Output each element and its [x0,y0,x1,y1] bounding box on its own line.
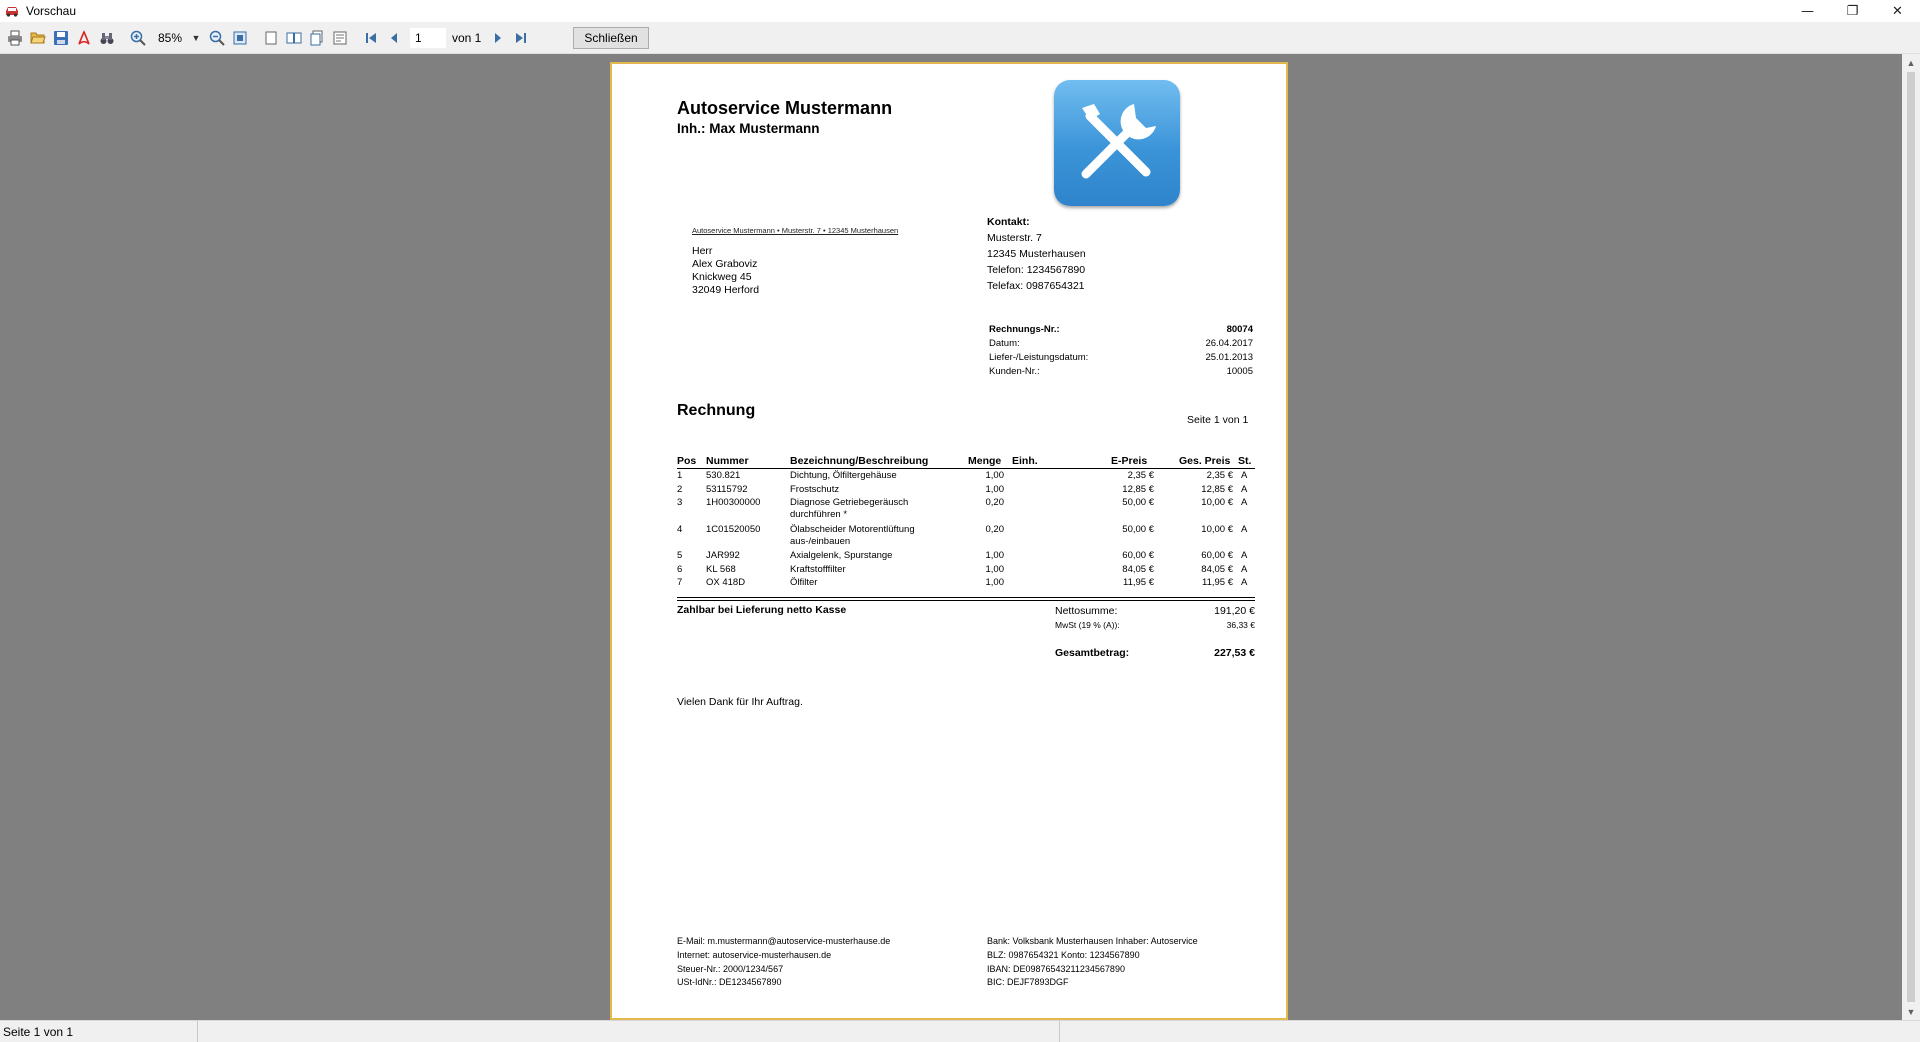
contact-city: 12345 Musterhausen [987,248,1086,260]
item-qty: 1,00 [985,577,1004,588]
status-bar [0,1020,1920,1042]
next-page-button[interactable] [487,27,509,49]
invoice-meta [989,323,1253,379]
single-page-icon [263,30,279,46]
zoom-out-button[interactable] [206,27,228,49]
footer-vat-id: USt-IdNr.: DE1234567890 [677,977,782,988]
last-page-icon [513,30,529,46]
save-button[interactable] [50,27,72,49]
contact-phone: Telefon: 1234567890 [987,264,1086,276]
item-number: JAR992 [706,550,740,561]
recipient-name: Alex Graboviz [692,258,758,270]
zoom-in-button[interactable] [127,27,149,49]
fit-page-button[interactable] [229,27,251,49]
item-total: 10,00 € [1201,497,1233,508]
item-price: 84,05 € [1122,563,1154,575]
vat-row: MwSt (19 % (A)): 36,33 € [1055,620,1255,630]
item-total: 2,35 € [1206,470,1233,481]
print-button[interactable] [4,27,26,49]
footer-tax-number: Steuer-Nr.: 2000/1234/567 [677,963,784,974]
item-desc-continued: aus-/einbauen [790,535,851,547]
recipient-salutation: Herr [692,245,713,257]
col-price: E-Preis [1111,455,1148,467]
table-row [677,496,1255,523]
page-count-label: von 1 [452,30,482,45]
item-qty: 0,20 [985,523,1004,535]
item-number: 530.821 [706,470,741,481]
page-setup-button[interactable] [329,27,351,49]
page-indicator: Seite 1 von 1 [1187,414,1249,426]
previous-page-icon [386,30,402,46]
item-price: 50,00 € [1122,497,1154,508]
contact-block [987,214,1086,294]
item-pos: 2 [677,483,683,495]
printer-icon [7,30,23,46]
net-total: 191,20 € [1214,605,1255,617]
delivery-date: 25.01.2013 [1205,352,1253,363]
car-icon [4,5,20,17]
col-tax: St. [1238,455,1252,467]
gross-total: 227,53 € [1214,647,1255,659]
recipient-city: 32049 Herford [692,284,760,296]
contact-label: Kontakt: [987,216,1030,228]
fit-page-icon [232,30,248,46]
table-bottom-rule [677,597,1255,601]
item-qty: 0,20 [985,497,1004,508]
pdf-export-button[interactable] [73,27,95,49]
col-pos: Pos [677,455,697,467]
item-desc-continued: durchführen * [790,509,848,520]
item-tax: A [1241,563,1248,575]
item-total: 12,85 € [1201,483,1233,495]
item-number: 1H00300000 [706,497,761,508]
status-cell [198,1021,1060,1042]
item-price: 12,85 € [1122,483,1154,495]
col-unit: Einh. [1012,455,1038,467]
footer-email: E-Mail: m.mustermann@autoservice-musterhause.de [677,936,891,946]
item-total: 11,95 € [1202,577,1233,588]
single-page-button[interactable] [260,27,282,49]
invoice-number: 80074 [1226,324,1253,335]
close-window-button[interactable]: ✕ [1892,3,1903,19]
item-pos: 7 [677,577,683,588]
col-qty: Menge [968,455,1002,467]
item-total: 84,05 € [1201,563,1233,575]
col-desc: Bezeichnung/Beschreibung [790,455,929,467]
item-number: 53115792 [706,483,748,495]
company-name: Autoservice Mustermann [677,98,893,118]
table-row [677,576,1255,590]
item-desc: Kraftstofffilter [790,563,846,575]
previous-page-button[interactable] [383,27,405,49]
multi-pages-icon [309,30,325,46]
totals-block [1055,604,1255,660]
item-total: 10,00 € [1201,523,1233,535]
document-title: Rechnung [677,402,756,419]
item-desc: Ölfilter [790,577,818,588]
tools-logo-icon [1054,80,1180,206]
window-controls [1785,0,1920,22]
binoculars-icon [99,30,115,46]
zoom-in-icon [130,30,146,46]
recipient-street: Knickweg 45 [692,271,752,283]
page-number-input[interactable] [410,28,446,48]
item-desc: Frostschutz [790,483,840,495]
item-desc: Axialgelenk, Spurstange [790,550,893,561]
title-bar [0,0,1920,22]
col-total: Ges. Preis [1179,455,1231,467]
footer-iban: IBAN: DE09876543211234567890 [987,963,1125,974]
footer-contact [677,935,890,990]
close-preview-button[interactable]: Schließen [573,27,648,49]
toolbar [0,22,1920,54]
item-qty: 1,00 [985,483,1004,495]
scrollbar-thumb[interactable] [1907,72,1915,1002]
table-row [677,549,1255,563]
last-page-button[interactable] [510,27,532,49]
item-tax: A [1241,550,1248,561]
payment-note: Zahlbar bei Lieferung netto Kasse [677,604,847,616]
restore-button[interactable]: ❐ [1846,3,1859,19]
footer-bank-name: Bank: Volksbank Musterhausen Inhaber: Autoservice [987,936,1198,946]
item-desc: Ölabscheider Motorentlüftung [790,523,915,535]
recipient-address [692,245,759,297]
item-pos: 4 [677,523,683,535]
table-row [677,469,1255,483]
window-title: Vorschau [26,4,77,18]
folder-open-icon [30,30,46,46]
chevron-down-icon: ▼ [191,32,201,43]
customer-number-row: Kunden-Nr.: 10005 [989,366,1253,377]
item-qty: 1,00 [985,563,1004,575]
page-setup-icon [332,30,348,46]
first-page-button[interactable] [360,27,382,49]
item-price: 11,95 € [1123,577,1154,588]
item-price: 60,00 € [1122,550,1154,561]
item-tax: A [1241,470,1248,481]
sender-address-line: Autoservice Mustermann • Musterstr. 7 • 12345 Musterhausen [692,226,899,235]
contact-street: Musterstr. 7 [987,232,1042,244]
floppy-disk-icon [53,30,69,46]
footer-blz: BLZ: 0987654321 Konto: 1234567890 [987,949,1140,960]
footer-bank [987,935,1198,990]
item-number: 1C01520050 [706,523,761,535]
item-total: 60,00 € [1201,550,1233,561]
item-number: KL 568 [706,563,736,575]
item-qty: 1,00 [985,470,1004,481]
two-pages-button[interactable] [283,27,305,49]
vat-amount: 36,33 € [1226,620,1255,630]
status-page-info: Seite 1 von 1 [0,1021,198,1042]
col-number: Nummer [706,455,749,467]
first-page-icon [363,30,379,46]
vertical-scrollbar[interactable] [1902,54,1920,1020]
item-tax: A [1241,497,1248,508]
item-tax: A [1241,577,1248,588]
find-button[interactable] [96,27,118,49]
pdf-icon [76,30,92,46]
invoice-date-row: Datum: 26.04.2017 [989,338,1253,349]
item-tax: A [1241,483,1248,495]
table-row [677,563,1255,577]
item-price: 2,35 € [1127,470,1154,481]
items-table [677,455,1255,590]
item-desc: Diagnose Getriebegeräusch [790,497,909,508]
item-pos: 1 [677,470,683,481]
item-number: OX 418D [706,577,746,588]
zoom-select[interactable] [154,28,202,48]
table-header [677,455,1255,469]
item-desc: Dichtung, Ölfiltergehäuse [790,470,897,481]
scroll-up-icon[interactable]: ▲ [1906,57,1916,68]
net-total-row: Nettosumme: 191,20 € [1055,605,1255,617]
multi-pages-button[interactable] [306,27,328,49]
minimize-button[interactable]: — [1801,3,1814,19]
table-body [677,469,1255,590]
open-button[interactable] [27,27,49,49]
contact-fax: Telefax: 0987654321 [987,280,1085,292]
footer-internet: Internet: autoservice-musterhausen.de [677,949,832,960]
gross-total-row: Gesamtbetrag: 227,53 € [1055,647,1255,659]
scroll-down-icon[interactable]: ▼ [1906,1006,1916,1017]
customer-number: 10005 [1226,366,1253,377]
next-page-icon [490,30,506,46]
zoom-out-icon [209,30,225,46]
table-row [677,523,1255,550]
company-owner: Inh.: Max Mustermann [677,121,820,136]
item-tax: A [1241,523,1248,535]
item-pos: 5 [677,550,683,561]
invoice-date: 26.04.2017 [1205,338,1253,349]
two-pages-icon [286,30,302,46]
footer-bic: BIC: DEJF7893DGF [987,977,1069,988]
item-pos: 6 [677,563,683,575]
invoice-number-row: Rechnungs-Nr.: 80074 [989,324,1253,335]
item-price: 50,00 € [1122,523,1154,535]
table-row [677,483,1255,497]
thank-you-note: Vielen Dank für Ihr Auftrag. [677,696,803,708]
invoice-page [610,62,1288,1020]
delivery-date-row: Liefer-/Leistungsdatum: 25.01.2013 [989,352,1253,363]
zoom-value: 85% [158,30,183,45]
item-pos: 3 [677,497,683,508]
item-qty: 1,00 [985,550,1004,561]
